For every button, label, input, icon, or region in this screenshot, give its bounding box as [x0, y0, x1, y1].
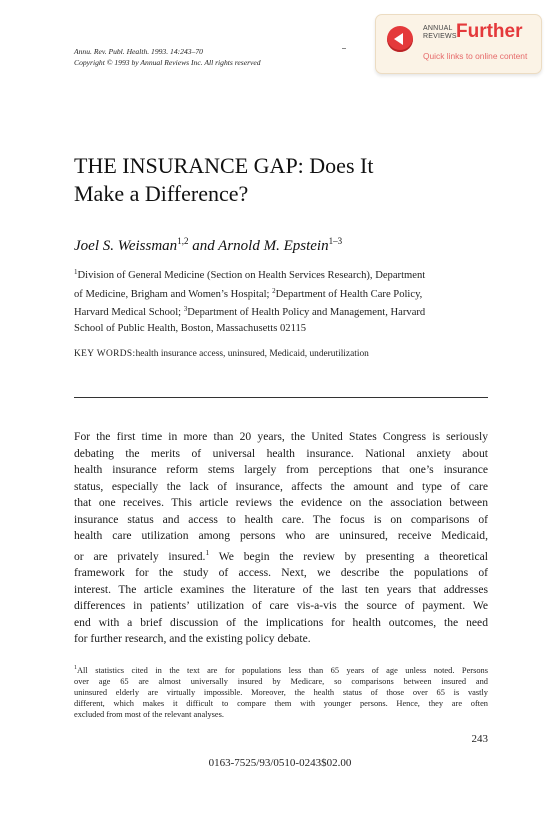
- author-2-affiliation: 1–3: [328, 236, 343, 246]
- footnote-text: All statistics cited in the text are for populations less than 65 years of age unless noted. Persons: [77, 666, 488, 675]
- section-divider: [74, 397, 488, 398]
- body-line: framework for the study of access. Next, we describe the populations of: [74, 566, 488, 579]
- author-1: Joel S. Weissman: [74, 238, 178, 254]
- key-words: [74, 349, 369, 359]
- affiliation-marker: 2: [272, 286, 276, 295]
- footnote-line: uninsured elderly are virtually impossible. Moreover, the health status of those over 65 is vastly: [74, 688, 488, 697]
- journal-citation: Annu. Rev. Publ. Health. 1993. 14:243–70: [74, 47, 203, 56]
- article-body: [74, 429, 488, 648]
- author-2: Arnold M. Epstein: [218, 238, 329, 254]
- journal-header: [74, 47, 374, 68]
- body-line: health insurance reform stems largely from perceptions that one’s insurance: [74, 463, 488, 476]
- journal-copyright: Copyright © 1993 by Annual Reviews Inc. All rights reserved: [74, 57, 261, 67]
- body-line: differences in patients’ utilization of care vis-a-vis the source of payment. We: [74, 599, 488, 612]
- page-number: 243: [471, 733, 488, 745]
- badge-reviews-text: REVIEWS: [423, 32, 457, 40]
- issn-code: 0163-7525/93/0510-0243$02.00: [208, 757, 352, 769]
- article-title: [74, 152, 494, 208]
- affiliation-marker: 1: [74, 268, 78, 276]
- footnote-line: [74, 663, 488, 676]
- body-line: For the first time in more than 20 years, the United States Congress is seriously: [74, 430, 488, 443]
- body-text-span: We begin the review by presenting a theoretical: [209, 549, 488, 563]
- affiliation-line: [74, 265, 504, 284]
- affiliation-line: [74, 284, 504, 303]
- footnote-line: different, which makes it difficult to compare them with younger persons. Hence, they are often: [74, 699, 488, 708]
- annual-reviews-further-badge[interactable]: [375, 14, 542, 74]
- annual-reviews-wordmark: [423, 25, 457, 40]
- body-line: status, especially the lack of insurance, affects the amount and type of care: [74, 479, 488, 493]
- body-text-span: or are privately insured.: [74, 549, 206, 563]
- affiliation-text: of Medicine, Brigham and Women’s Hospital;: [74, 288, 273, 300]
- article-authors: [74, 236, 342, 255]
- body-line: interest. The article examines the literature of the last ten years that addresses: [74, 582, 488, 596]
- footnote-ref[interactable]: 1: [205, 547, 210, 557]
- body-line: for further research, and the existing policy debate.: [74, 632, 311, 645]
- author-affiliations: [74, 265, 504, 336]
- affiliation-text: Department of Health Policy and Management, Harvard: [187, 307, 426, 319]
- title-line-2: Make a Difference?: [74, 181, 249, 206]
- body-line: end with a brief discussion of the implications for health outcomes, the need: [74, 615, 488, 629]
- footnote-line: over age 65 are almost universally insured by Medicare, so comparisons between insured and: [74, 677, 488, 686]
- author-1-affiliation: 1,2: [177, 236, 189, 246]
- key-words-label: KEY WORDS:: [74, 349, 136, 359]
- footnote-line: excluded from most of the relevant analyses.: [74, 710, 225, 719]
- back-arrow-icon: [387, 26, 413, 52]
- affiliation-line: [74, 302, 504, 321]
- footnote-marker: 1: [74, 665, 77, 671]
- body-line: debating the merits of universal health insurance. National anxiety about: [74, 446, 488, 460]
- body-line: [74, 545, 488, 566]
- footnote: [74, 663, 488, 720]
- body-line: insurance status and access to health care. The focus is on comparisons of: [74, 512, 488, 526]
- affiliation-text: Harvard Medical School;: [74, 307, 184, 319]
- author-conjunction: and: [188, 238, 219, 254]
- key-words-list: health insurance access, uninsured, Medicaid, underutilization: [135, 349, 369, 359]
- affiliation-line: [74, 321, 504, 337]
- affiliation-text: School of Public Health, Boston, Massachusetts 02115: [74, 322, 307, 334]
- arrow-shape: [394, 33, 403, 45]
- badge-annual-text: ANNUAL: [423, 25, 453, 32]
- badge-tagline[interactable]: Quick links to online content: [423, 51, 528, 61]
- title-line-1: THE INSURANCE GAP: Does It: [74, 153, 374, 178]
- body-line: health care utilization among persons who are uninsured, receive Medicaid,: [74, 529, 488, 542]
- badge-further-text: Further: [456, 21, 523, 42]
- affiliation-text: Department of Health Care Policy,: [275, 288, 423, 300]
- affiliation-marker: 3: [183, 305, 188, 314]
- affiliation-text: Division of General Medicine (Section on Health Services Research), Department: [77, 270, 426, 281]
- header-mark: [342, 48, 346, 49]
- body-line: that one receives. This article reviews the evidence on the association between: [74, 496, 488, 509]
